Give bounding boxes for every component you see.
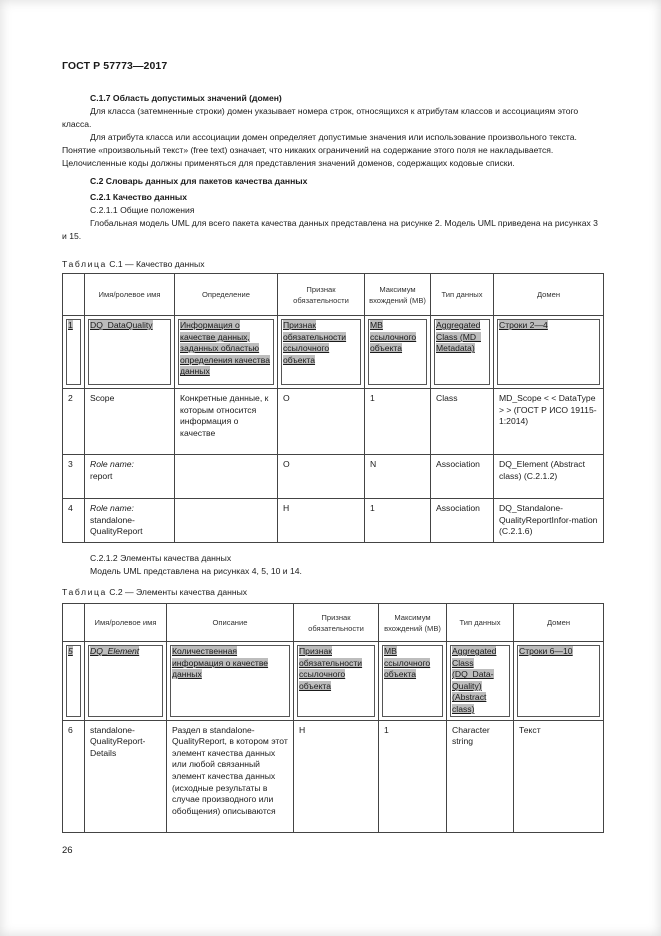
section-title: С.2.1 Качество данных [90,191,188,202]
cell [85,455,175,499]
cell: Association [431,499,494,543]
column-header: Описание [167,604,294,642]
table-quality-data [62,273,604,543]
table-caption: Таблица С.2 — Элементы качества данных [62,587,248,597]
cell: О [278,389,365,455]
column-header: Домен [494,274,604,316]
table-row [63,389,604,455]
cell: Раздел в standalone-QualityReport, в котором этот элемент качества данных или любой связанный элемент качества данных (исходные результаты в случае производного или обобщения) описываются [167,720,294,832]
column-header: Признак обязательности [294,604,379,642]
cell [175,499,278,543]
cell: Информация о качестве данных, заданных областью определения качества данных [180,320,270,377]
paragraph: Для класса (затемненные строки) домен указывает номера строк, относящихся к атрибутам классов и ассоциациям этого класса. [62,106,579,130]
cell: DQ_Element [90,646,140,656]
cell: Scope [85,389,175,455]
table-caption: Таблица С.1 — Качество данных [62,259,205,269]
cell: 1 [68,320,73,330]
cell: 6 [63,720,85,832]
cell: Н [278,499,365,543]
table-row [63,455,604,499]
cell: Признак обязательности ссылочного объекта [299,646,363,691]
cell: Character string [447,720,514,832]
cell: МВ ссылочного объекта [370,320,417,354]
column-header: Определение [175,274,278,316]
cell: МВ ссылочного объекта [384,646,431,680]
cell: О [278,455,365,499]
table-row-class [63,316,604,389]
column-header [63,274,85,316]
cell: 5 [68,646,73,656]
table-row-class [63,642,604,721]
cell: 1 [365,389,431,455]
page-number: 26 [62,845,73,856]
cell: DQ_Element (Abstract class) (С.2.1.2) [494,455,604,499]
role-name: standalone-QualityReport [90,514,143,537]
column-header: Имя/ролевое имя [85,274,175,316]
column-header: Максимум вхождений (МВ) [379,604,447,642]
column-header: Имя/ролевое имя [85,604,167,642]
column-header: Максимум вхождений (МВ) [365,274,431,316]
column-header [63,604,85,642]
paragraph: Глобальная модель UML для всего пакета качества данных представлена на рисунке 2. Модель UML приведена на рисунках 3 и 15. [62,217,598,241]
cell [85,499,175,543]
table-row [63,499,604,543]
cell: MD_Scope < < DataType > > (ГОСТ Р ИСО 19115-1:2014) [494,389,604,455]
table-quality-elements [62,603,604,833]
paragraph: Для атрибута класса или ассоциации домен определяет допустимые значения или использование произвольного текста. Понятие «произвольный текст» (free text) означает, что никаких ограничений на содержание этого поля не накладывается. Целочисленные коды должны применяться для представления значений доменов, содержащих кодовые списки. [62,132,577,169]
document-header: ГОСТ Р 57773—2017 [62,60,168,72]
section-title: С.2 Словарь данных для пакетов качества данных [90,175,308,186]
cell: standalone-QualityReport-Details [85,720,167,832]
cell: Строки 6—10 [519,646,573,656]
cell: 2 [63,389,85,455]
role-label: Role name: [90,503,134,513]
role-name: report [90,470,113,481]
section-c212 [62,552,603,578]
column-header: Тип данных [447,604,514,642]
cell: DQ_DataQuality [90,320,153,330]
subsection-title: С.2.1.2 Элементы качества данных [90,553,232,563]
cell: Признак обязательности ссылочного объекта [283,320,347,365]
column-header: Домен [514,604,604,642]
cell [175,455,278,499]
cell: Текст [514,720,604,832]
section-title: С.1.7 Область допустимых значений (домен) [90,93,282,103]
section-c17 [62,92,603,243]
paragraph: Модель UML представлена на рисунках 4, 5, 10 и 14. [90,566,302,577]
column-header: Тип данных [431,274,494,316]
cell: Н [294,720,379,832]
cell: Строки 2—4 [499,320,548,330]
cell: Количественная информация о качестве данных [172,646,269,680]
cell: Aggregated Class (MD_ Metadata) [436,320,481,354]
cell: 4 [63,499,85,543]
cell: Конкретные данные, к которым относится информация о качестве [175,389,278,455]
cell: 1 [365,499,431,543]
cell: N [365,455,431,499]
cell: 3 [63,455,85,499]
cell: DQ_Standalone-QualityReportInfor-mation (С.2.1.6) [494,499,604,543]
cell: Association [431,455,494,499]
cell: 1 [379,720,447,832]
role-label: Role name: [90,459,134,469]
cell: Aggregated Class (DQ_Data-Quality) (Abstract class) [452,646,497,714]
column-header: Признак обязательности [278,274,365,316]
cell: Class [431,389,494,455]
subsection-title: С.2.1.1 Общие положения [90,204,195,215]
table-row [63,720,604,832]
